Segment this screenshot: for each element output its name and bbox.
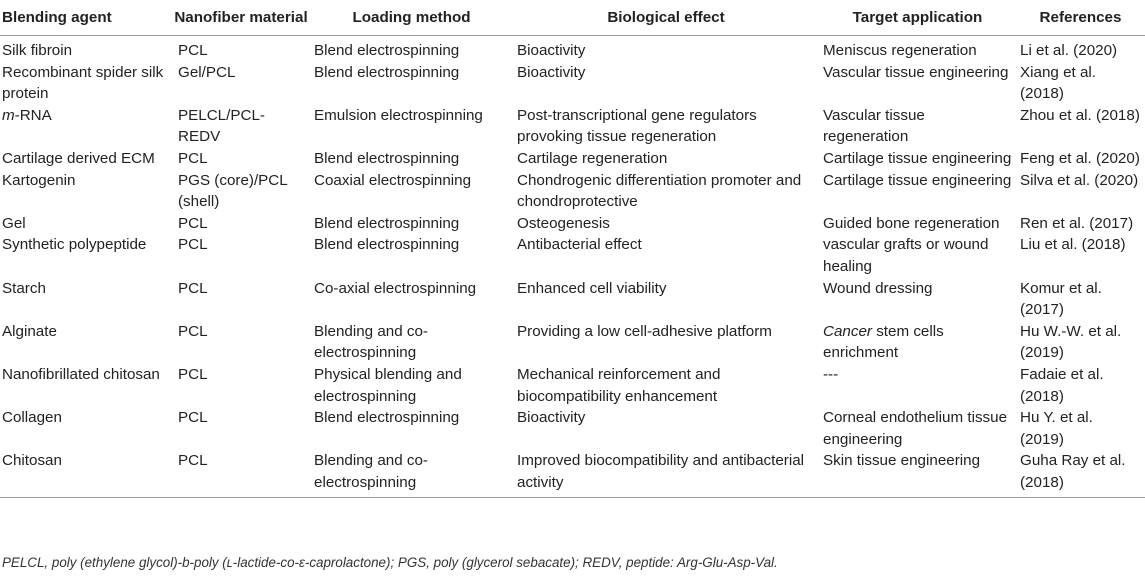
cell-application: Wound dressing xyxy=(823,279,933,297)
cell-agent: Collagen xyxy=(2,409,62,427)
table-row xyxy=(0,321,1145,364)
table-row xyxy=(0,170,1145,213)
header-biological-effect: Biological effect xyxy=(513,0,819,36)
cell-material: Gel/PCL xyxy=(178,63,236,81)
cell-application: Cartilage tissue engineering xyxy=(823,149,1012,167)
table-row xyxy=(0,407,1145,450)
cell-effect: Improved biocompatibility and antibacterial activity xyxy=(513,450,819,498)
cell-application: Vascular tissue engineering xyxy=(823,63,1009,81)
cell-effect: Osteogenesis xyxy=(517,214,610,232)
cell-effect: Mechanical reinforcement and biocompatibility enhancement xyxy=(517,365,721,405)
table-footnote: PELCL, poly (ethylene glycol)-b-poly (ʟ-lactide-co-ε-caprolactone); PGS, poly (glycerol sebacate); REDV, peptide: Arg-Glu-Asp-Val. xyxy=(2,555,778,570)
cell-method: Blend electrospinning xyxy=(314,214,460,232)
cell-agent: Gel xyxy=(2,214,26,232)
cell-material: PGS (core)/PCL (shell) xyxy=(178,171,288,211)
table-row xyxy=(0,364,1145,407)
table-row xyxy=(0,234,1145,277)
cell-effect: Bioactivity xyxy=(517,42,586,59)
header-references: References xyxy=(1016,0,1145,36)
cell-agent: Nanofibrillated chitosan xyxy=(2,365,160,383)
cell-application: vascular grafts or wound healing xyxy=(823,236,989,275)
agent-italic-prefix: m xyxy=(2,106,15,124)
cell-effect: Enhanced cell viability xyxy=(517,279,667,297)
application-italic-prefix: Cancer xyxy=(823,322,872,340)
cell-material: PCL xyxy=(178,365,208,383)
header-row xyxy=(0,0,1145,36)
cell-reference: Ren et al. (2017) xyxy=(1020,214,1134,232)
table-row xyxy=(0,105,1145,148)
cell-agent: Chitosan xyxy=(0,450,172,498)
cell-method: Co-axial electrospinning xyxy=(314,279,477,297)
cell-effect: Post-transcriptional gene regulators provoking tissue regeneration xyxy=(517,106,757,146)
cell-reference: Hu Y. et al. (2019) xyxy=(1020,409,1093,448)
header-blending-agent: Blending agent xyxy=(0,0,172,36)
cell-material: PCL xyxy=(178,236,208,254)
table-row xyxy=(0,213,1145,235)
cell-application: Corneal endothelium tissue engineering xyxy=(823,409,1008,448)
cell-method: Blend electrospinning xyxy=(314,236,460,254)
cell-method: Blending and co-electrospinning xyxy=(314,322,428,362)
cell-effect: Chondrogenic differentiation promoter and chondroprotective xyxy=(517,171,802,211)
cell-agent: Kartogenin xyxy=(2,171,76,189)
table-row xyxy=(0,450,1145,498)
cell-reference: Liu et al. (2018) xyxy=(1020,236,1126,254)
cell-reference: Fadaie et al. (2018) xyxy=(1020,365,1104,405)
header-target-application: Target application xyxy=(819,0,1016,36)
cell-application: Guided bone regeneration xyxy=(823,214,1000,232)
cell-agent: Alginate xyxy=(2,322,57,340)
cell-application xyxy=(819,321,1016,364)
cell-method: Blend electrospinning xyxy=(314,42,460,59)
cell-material: PCL xyxy=(178,409,208,427)
cell-reference: Xiang et al. (2018) xyxy=(1020,63,1096,103)
cell-agent: Synthetic polypeptide xyxy=(2,236,147,254)
header-loading-method: Loading method xyxy=(310,0,513,36)
cell-material: PCL xyxy=(172,450,310,498)
cell-agent: Cartilage derived ECM xyxy=(2,149,155,167)
cell-method: Coaxial electrospinning xyxy=(314,171,472,189)
cell-reference: Silva et al. (2020) xyxy=(1020,171,1139,189)
cell-reference: Feng et al. (2020) xyxy=(1020,149,1140,167)
cell-method: Blending and co-electrospinning xyxy=(310,450,513,498)
cell-material: PELCL/PCL-REDV xyxy=(178,106,265,146)
cell-effect: Cartilage regeneration xyxy=(517,149,668,167)
table-row xyxy=(0,62,1145,105)
cell-agent: Silk fibroin xyxy=(2,42,73,59)
cell-effect: Bioactivity xyxy=(517,63,586,81)
header-nanofiber-material: Nanofiber material xyxy=(172,0,310,36)
table-body xyxy=(0,36,1145,498)
cell-material: PCL xyxy=(178,214,208,232)
cell-application: Skin tissue engineering xyxy=(819,450,1016,498)
cell-method: Blend electrospinning xyxy=(314,409,460,427)
cell-method: Physical blending and electrospinning xyxy=(314,365,462,405)
cell-material: PCL xyxy=(178,322,208,340)
application-text: stem cells enrichment xyxy=(823,322,944,362)
cell-material: PCL xyxy=(178,42,208,59)
cell-application: --- xyxy=(823,365,839,383)
cell-effect: Providing a low cell-adhesive platform xyxy=(517,322,772,340)
cell-reference: Guha Ray et al. (2018) xyxy=(1016,450,1145,498)
table-row xyxy=(0,36,1145,62)
cell-method: Blend electrospinning xyxy=(314,63,460,81)
cell-reference: Zhou et al. (2018) xyxy=(1020,106,1140,124)
cell-agent: Recombinant spider silk protein xyxy=(2,63,164,103)
cell-method: Emulsion electrospinning xyxy=(314,106,483,124)
cell-effect: Bioactivity xyxy=(517,409,586,427)
cell-reference: Hu W.-W. et al. (2019) xyxy=(1020,322,1122,362)
table-row xyxy=(0,278,1145,321)
cell-reference: Li et al. (2020) xyxy=(1020,42,1118,59)
cell-reference: Komur et al. (2017) xyxy=(1020,279,1102,319)
cell-material: PCL xyxy=(178,279,208,297)
table-header xyxy=(0,0,1145,36)
cell-effect: Antibacterial effect xyxy=(517,236,642,254)
table-row xyxy=(0,148,1145,170)
cell-application: Vascular tissue regeneration xyxy=(823,106,925,146)
cell-application: Meniscus regeneration xyxy=(823,42,977,59)
agent-text: -RNA xyxy=(14,106,52,124)
cell-agent xyxy=(0,105,172,148)
cell-application: Cartilage tissue engineering xyxy=(823,171,1012,189)
cell-material: PCL xyxy=(178,149,208,167)
cell-agent: Starch xyxy=(2,279,46,297)
cell-method: Blend electrospinning xyxy=(314,149,460,167)
